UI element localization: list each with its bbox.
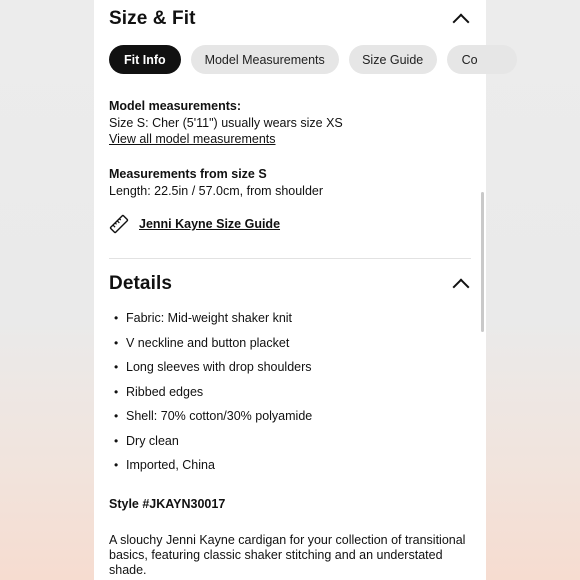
size-fit-tabs	[109, 45, 478, 74]
details-header[interactable]	[109, 273, 471, 295]
tab-fit-info[interactable]: Fit Info	[109, 45, 181, 74]
measurements-block	[109, 166, 323, 199]
list-item: • Imported, China	[114, 458, 215, 472]
measure-text: Length: 22.5in / 57.0cm, from shoulder	[109, 183, 324, 198]
section-divider	[109, 258, 471, 259]
size-guide-row[interactable]	[109, 214, 280, 234]
tab-size-guide[interactable]: Size Guide	[349, 45, 437, 74]
list-item: • Ribbed edges	[114, 384, 204, 399]
details-title: Details	[109, 273, 173, 294]
size-fit-title: Size & Fit	[109, 8, 196, 29]
details-list	[109, 311, 312, 483]
ruler-icon	[109, 214, 129, 234]
tab-model-measurements[interactable]: Model Measurements	[191, 45, 339, 74]
list-item: • Shell: 70% cotton/30% polyamide	[114, 409, 313, 423]
list-item: • V neckline and button placket	[114, 335, 290, 350]
product-info-panel	[94, 0, 486, 580]
list-item: • Fabric: Mid-weight shaker knit	[114, 311, 293, 325]
model-text: Size S: Cher (5'11") usually wears size XS	[109, 115, 343, 130]
product-description: A slouchy Jenni Kayne cardigan for your collection of transitional basics, featuring classic shaker stitching and an understated shade.	[109, 533, 466, 577]
size-fit-header[interactable]	[109, 8, 471, 30]
tab-partial[interactable]: Co	[447, 45, 517, 74]
view-model-measurements-link[interactable]: View all model measurements	[109, 132, 276, 146]
chevron-up-icon[interactable]	[453, 279, 470, 296]
chevron-up-icon[interactable]	[453, 14, 470, 31]
model-measurements-block	[109, 98, 343, 148]
size-guide-link[interactable]: Jenni Kayne Size Guide	[139, 217, 281, 231]
model-heading: Model measurements:	[109, 99, 241, 113]
measure-heading: Measurements from size S	[109, 167, 267, 181]
scrollbar[interactable]	[481, 192, 484, 332]
list-item: • Dry clean	[114, 433, 179, 448]
list-item: • Long sleeves with drop shoulders	[114, 360, 312, 374]
style-number: Style #JKAYN30017	[109, 497, 226, 511]
